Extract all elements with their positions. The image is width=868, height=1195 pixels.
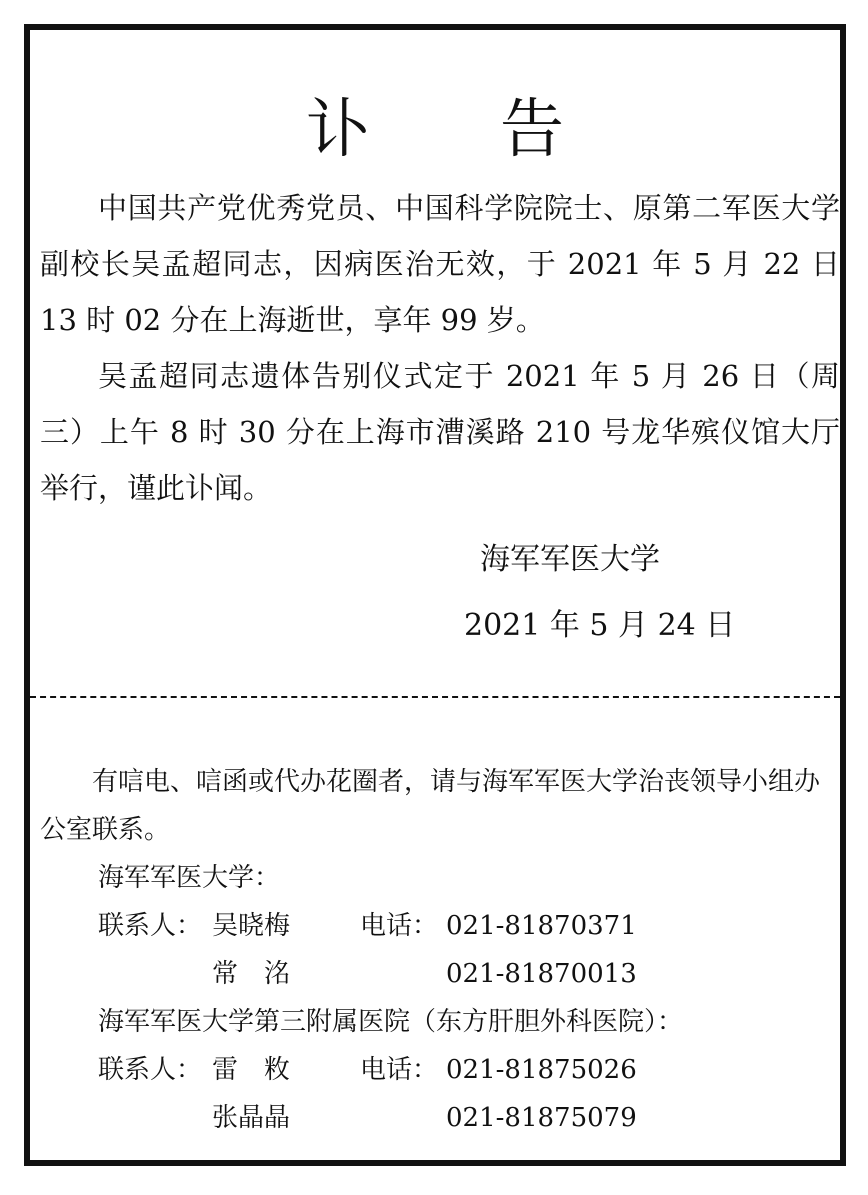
contact-label: 联系人：: [98, 1055, 203, 1085]
notice-text: 有唁电、唁函或代办花圈者，请与海军军医大学治丧领导小组办公室联系。: [40, 767, 821, 845]
contact-name: 张晶晶: [212, 1103, 291, 1133]
contact-name: 吴晓梅: [212, 911, 291, 941]
phone-number: 021-81875079: [446, 1103, 637, 1133]
dashed-divider: [30, 696, 840, 698]
announcement-paragraph-death: 中国共产党优秀党员、中国科学院院士、原第二军医大学副校长吴孟超同志，因病医治无效，于 2021 年 5 月 22 日 13 时 02 分在上海逝世，享年 99 岁。: [40, 191, 840, 337]
condolence-notice: [40, 758, 830, 854]
obituary-frame: [24, 24, 846, 1166]
phone-number: 021-81870013: [446, 959, 637, 989]
phone-number: 021-81875026: [446, 1055, 637, 1085]
title-char-2: 告: [500, 93, 564, 167]
phone-number: 021-81870371: [446, 911, 637, 941]
obituary-title: [30, 90, 840, 170]
phone-label: 电话：: [360, 1055, 439, 1085]
announcement-body: [40, 180, 840, 516]
title-char-1: 讣: [306, 93, 370, 167]
announcement-paragraph-ceremony: 吴孟超同志遗体告别仪式定于 2021 年 5 月 26 日（周三）上午 8 时 30 分在上海市漕溪路 210 号龙华殡仪馆大厅举行，谨此讣闻。: [40, 359, 840, 505]
contact-org-2: 海军军医大学第三附属医院（东方肝胆外科医院）：: [98, 1007, 684, 1037]
contact-label: 联系人：: [98, 911, 203, 941]
contact-name: 雷 敉: [212, 1055, 291, 1085]
phone-label: 电话：: [360, 911, 439, 941]
contact-org-1: 海军军医大学：: [98, 863, 281, 893]
signature-date: 2021 年 5 月 24 日: [464, 608, 736, 643]
signature-org: 海军军医大学: [480, 542, 660, 577]
contact-name: 常 洺: [212, 959, 291, 989]
